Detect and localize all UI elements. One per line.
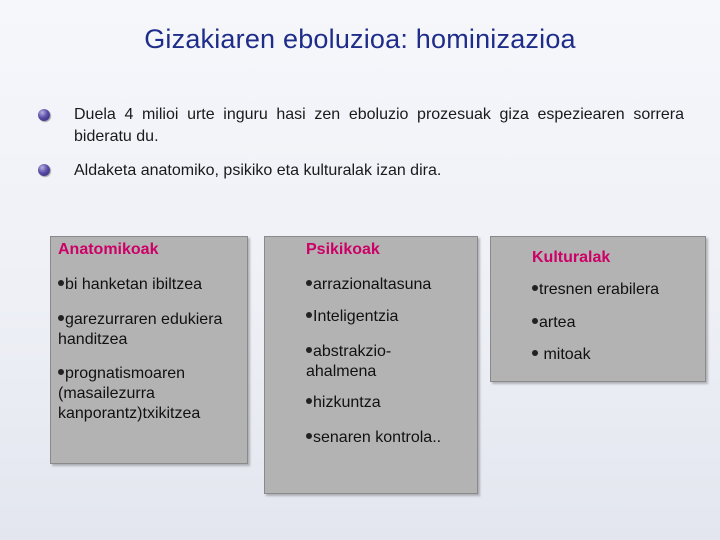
bullet-dot-icon xyxy=(58,280,64,286)
bullet-icon xyxy=(38,164,50,176)
list-item: garezurraren edukiera handitzea xyxy=(58,311,223,348)
slide-title: Gizakiaren eboluzioa: hominizazioa xyxy=(144,24,576,54)
bullet-dot-icon xyxy=(58,315,64,321)
bullet-dot-icon xyxy=(532,350,538,356)
list-item: abstrakzio-ahalmena xyxy=(306,343,392,380)
list-item: arrazionaltasuna xyxy=(306,275,471,295)
panel-anatomical xyxy=(50,236,248,464)
bullet-dot-icon xyxy=(306,347,312,353)
column-header-psychic: Psikikoak xyxy=(306,241,380,258)
list-item: tresnen erabilera xyxy=(532,280,702,300)
bullet-icon xyxy=(38,109,50,121)
bullet-text-2: Aldaketa anatomiko, psikiko eta kulturalak izan dira. xyxy=(74,162,442,179)
list-item: artea xyxy=(532,313,702,333)
column-header-cultural: Kulturalak xyxy=(532,249,611,266)
bullet-dot-icon xyxy=(306,312,312,318)
list-item: Inteligentzia xyxy=(306,307,471,327)
list-item: prognatismoaren (masailezurra kanporantz)txikitzea xyxy=(58,365,201,422)
bullet-dot-icon xyxy=(306,398,312,404)
list-item: mitoak xyxy=(532,345,702,365)
bullet-text-1: Duela 4 milioi urte inguru hasi zen eboluzio prozesuak giza espeziearen sorrera bideratu du. xyxy=(74,106,684,145)
bullet-dot-icon xyxy=(306,433,312,439)
bullet-dot-icon xyxy=(306,280,312,286)
list-item: senaren kontrola.. xyxy=(306,428,471,448)
bullet-dot-icon xyxy=(58,369,64,375)
bullet-dot-icon xyxy=(532,318,538,324)
column-header-anatomical: Anatomikoak xyxy=(58,241,159,258)
bullet-dot-icon xyxy=(532,285,538,291)
list-item: hizkuntza xyxy=(306,393,471,413)
list-item: bi hanketan ibiltzea xyxy=(58,275,243,295)
